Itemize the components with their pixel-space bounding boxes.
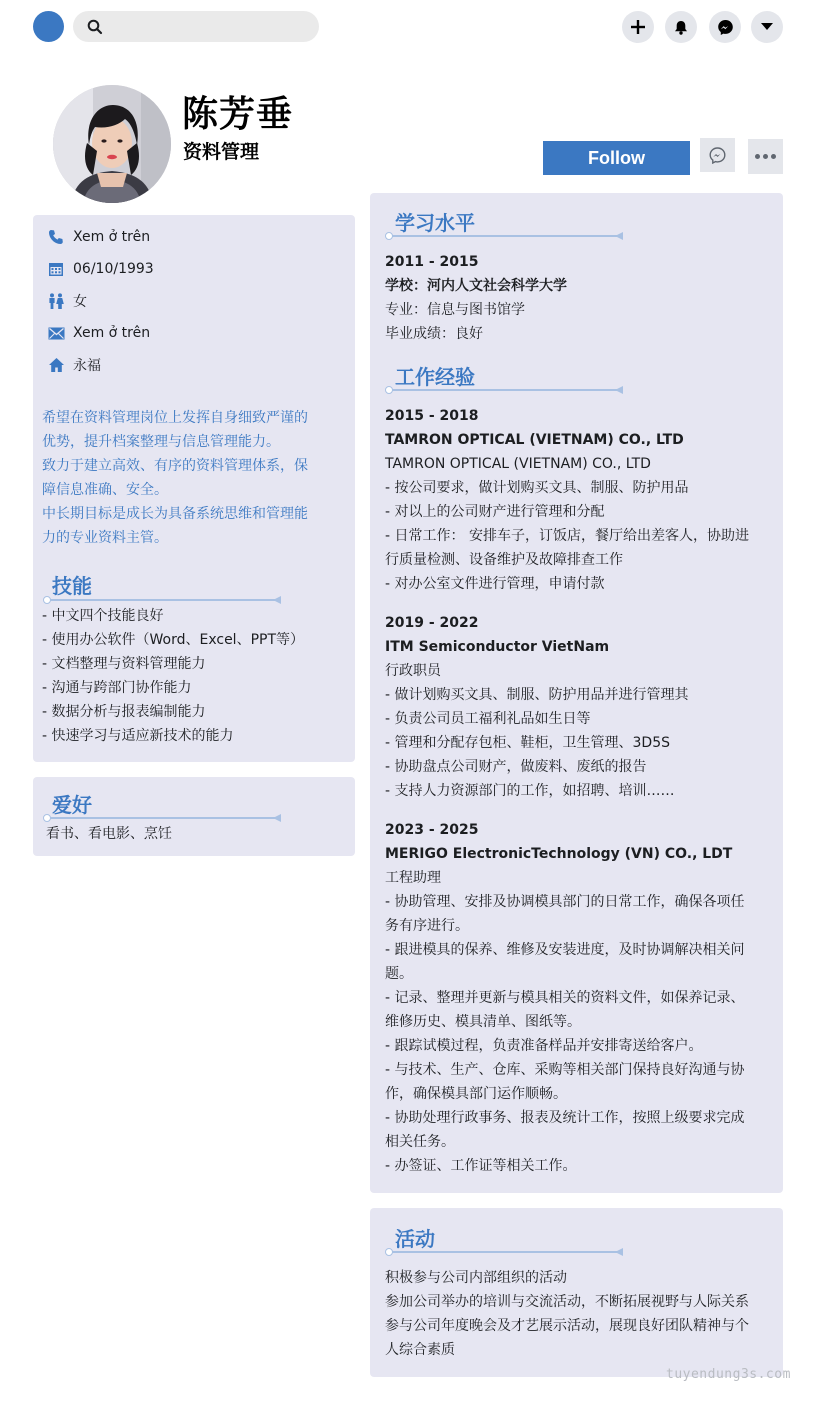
messenger-icon — [717, 19, 734, 36]
job-line: 行质量检测、设备维护及故障排查工作 — [385, 552, 623, 568]
contact-phone — [47, 225, 150, 249]
job-line: - 做计划购买文具、制服、防护用品并进行管理其 — [385, 687, 689, 703]
education-period: 2011 - 2015 — [385, 254, 479, 270]
phone-icon — [47, 228, 65, 246]
notifications-button[interactable] — [665, 11, 697, 43]
job-line: - 记录、整理并更新与模具相关的资料文件，如保养记录、 — [385, 990, 745, 1006]
job-period: 2019 - 2022 — [385, 615, 479, 631]
create-button[interactable] — [622, 11, 654, 43]
objective-line: 优势，提升档案整理与信息管理能力。 — [42, 434, 280, 450]
activities-heading: 活动 — [395, 1227, 435, 1251]
right-main-card — [370, 193, 783, 1193]
caret-down-icon — [761, 23, 773, 31]
activity-line: 积极参与公司内部组织的活动 — [385, 1270, 567, 1286]
contact-phone-text: Xem ở trên — [73, 229, 151, 245]
experience-heading: 工作经验 — [395, 365, 475, 389]
job-company: TAMRON OPTICAL (VIETNAM) CO., LTD — [385, 432, 684, 448]
more-dots-icon — [755, 154, 776, 159]
activities-card — [370, 1208, 783, 1377]
job-line: - 按公司要求，做计划购买文具、制服、防护用品 — [385, 480, 689, 496]
job-line: 工程助理 — [385, 870, 441, 886]
job-line: - 协助盘点公司财产，做废料、废纸的报告 — [385, 759, 647, 775]
contact-gender — [47, 289, 87, 313]
objective-line: 希望在资料管理岗位上发挥自身细致严谨的 — [42, 410, 308, 426]
job-line: 务有序进行。 — [385, 918, 469, 934]
profile-name: 陈芳垂 — [182, 94, 294, 135]
job-line: - 与技术、生产、仓库、采购等相关部门保持良好沟通与协 — [385, 1062, 745, 1078]
job-line: - 负责公司员工福利礼品如生日等 — [385, 711, 591, 727]
skill-item: - 文档整理与资料管理能力 — [42, 656, 206, 672]
contact-address-text: 永福 — [73, 358, 101, 374]
skill-item: - 中文四个技能良好 — [42, 608, 164, 624]
job-line: - 跟踪试模过程，负责准备样品并安排寄送给客户。 — [385, 1038, 703, 1054]
more-options-button[interactable] — [748, 139, 783, 174]
calendar-icon — [47, 260, 65, 278]
skill-item: - 快速学习与适应新技术的能力 — [42, 728, 234, 744]
contact-birthday-text: 06/10/1993 — [73, 261, 154, 277]
contact-email — [47, 321, 150, 345]
hobbies-card — [33, 777, 355, 856]
job-line: 题。 — [385, 966, 413, 982]
job-line: - 办签证、工作证等相关工作。 — [385, 1158, 577, 1174]
home-icon — [47, 356, 65, 374]
job-line: 行政职员 — [385, 663, 441, 679]
objective-line: 障信息准确、安全。 — [42, 482, 168, 498]
education-major: 专业：信息与图书馆学 — [385, 302, 525, 318]
job-line: - 日常工作： 安排车子，订饭店，餐厅给出差客人，协助进 — [385, 528, 749, 544]
contact-gender-text: 女 — [73, 294, 87, 310]
messenger-icon — [709, 147, 726, 164]
hobbies-heading: 爱好 — [52, 793, 92, 817]
messenger-button[interactable] — [709, 11, 741, 43]
job-period: 2015 - 2018 — [385, 408, 479, 424]
contact-birthday — [47, 257, 154, 281]
activities-divider — [389, 1251, 619, 1253]
plus-icon — [631, 20, 645, 34]
contact-address — [47, 353, 101, 377]
job-line: 维修历史、模具清单、图纸等。 — [385, 1014, 581, 1030]
hobbies-divider — [47, 817, 277, 819]
watermark: tuyendung3s.com — [666, 1367, 791, 1382]
job-line: - 管理和分配存包柜、鞋柜，卫生管理、3D5S — [385, 735, 670, 751]
job-company: ITM Semiconductor VietNam — [385, 639, 610, 655]
job-period: 2023 - 2025 — [385, 822, 479, 838]
job-line: 相关任务。 — [385, 1134, 455, 1150]
message-button[interactable] — [700, 138, 735, 172]
hobbies-text: 看书、看电影、烹饪 — [46, 826, 172, 842]
objective-line: 力的专业资料主管。 — [42, 530, 168, 546]
activity-line: 参加公司举办的培训与交流活动，不断拓展视野与人际关系 — [385, 1294, 749, 1310]
job-line: - 跟进模具的保养、维修及安装进度，及时协调解决相关问 — [385, 942, 745, 958]
education-grade: 毕业成绩：良好 — [385, 326, 483, 342]
skills-divider — [47, 599, 277, 601]
skill-item: - 使用办公软件（Word、Excel、PPT等） — [42, 632, 305, 648]
job-line: 作，确保模具部门运作顺畅。 — [385, 1086, 567, 1102]
email-icon — [47, 324, 65, 342]
activity-line: 参与公司年度晚会及才艺展示活动，展现良好团队精神与个 — [385, 1318, 749, 1334]
gender-icon — [47, 292, 65, 310]
skill-item: - 数据分析与报表编制能力 — [42, 704, 206, 720]
objective-line: 致力于建立高效、有序的资料管理体系，保 — [42, 458, 308, 474]
education-heading: 学习水平 — [395, 211, 475, 235]
profile-title: 资料管理 — [183, 141, 260, 163]
skill-item: - 沟通与跨部门协作能力 — [42, 680, 192, 696]
experience-divider — [389, 389, 619, 391]
job-line: - 协助处理行政事务、报表及统计工作，按照上级要求完成 — [385, 1110, 745, 1126]
follow-button[interactable]: Follow — [543, 141, 690, 175]
job-company: MERIGO ElectronicTechnology (VN) CO., LDT — [385, 846, 733, 862]
education-divider — [389, 235, 619, 237]
objective-line: 中长期目标是成长为具备系统思维和管理能 — [42, 506, 308, 522]
skills-heading: 技能 — [52, 574, 92, 598]
search-icon — [87, 19, 103, 35]
job-line: - 支持人力资源部门的工作，如招聘、培训…… — [385, 783, 675, 799]
search-input[interactable] — [73, 11, 319, 42]
education-school: 学校：河内人文社会科学大学 — [385, 278, 567, 294]
job-line: - 协助管理、安排及协调模具部门的日常工作，确保各项任 — [385, 894, 745, 910]
profile-photo — [53, 85, 171, 203]
job-line: TAMRON OPTICAL (VIETNAM) CO., LTD — [385, 456, 651, 472]
site-logo[interactable] — [33, 11, 64, 42]
account-menu-button[interactable] — [751, 11, 783, 43]
activity-line: 人综合素质 — [385, 1342, 455, 1358]
left-info-card — [33, 215, 355, 762]
bell-icon — [674, 20, 688, 35]
contact-email-text: Xem ở trên — [73, 325, 151, 341]
job-line: - 对以上的公司财产进行管理和分配 — [385, 504, 605, 520]
job-line: - 对办公室文件进行管理，申请付款 — [385, 576, 605, 592]
